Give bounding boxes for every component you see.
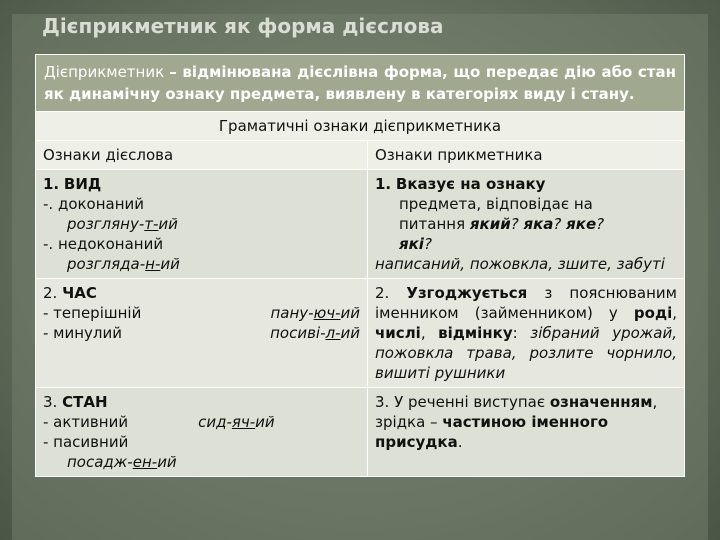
item-number: 1. — [43, 175, 60, 193]
definition-cell — [36, 55, 685, 112]
item-title: Узгоджується — [406, 284, 528, 302]
list-item: - активний сид-яч-ий — [43, 413, 275, 431]
item-title: Вказує на ознаку — [395, 175, 546, 193]
list-item: - теперішній пану-юч-ий — [43, 304, 360, 322]
example: зібраний урожай, пожовкла трава, розлите чорнило, вишиті рушники — [375, 324, 677, 382]
table-row — [36, 388, 685, 477]
item-number: 3. — [375, 393, 390, 411]
table-row — [36, 170, 685, 279]
item-number: 1. — [375, 175, 392, 193]
cell-agreement: 2. Узгоджується з пояснюваним іменником (займенником) у роді, числі, відмінку: зібраний урожай, пожовкла трава, розлите чорнило, вишиті рушники — [368, 279, 685, 388]
definition-row — [36, 55, 685, 112]
text: У реченні виступає — [394, 393, 546, 411]
col-header-verb: Ознаки дієслова — [36, 141, 368, 170]
item-title: СТАН — [62, 393, 108, 411]
cell-syntax-role: 3. У реченні виступає означенням, зрідка – частиною іменного присудка. — [368, 388, 685, 477]
example: розгляда-н-ий — [67, 255, 180, 273]
table-row — [36, 279, 685, 388]
slide-title: Дієприкметник як форма дієслова — [42, 14, 444, 38]
cell-voice — [36, 388, 368, 477]
example: розгляну-т-ий — [67, 215, 178, 233]
example: написаний, пожовкла, зшите, забуті — [375, 255, 665, 273]
grammar-table — [35, 54, 685, 477]
question-line-2: які? — [399, 235, 432, 253]
list-item: -. доконаний — [43, 195, 145, 213]
text: з пояснюваним іменником (займенником) у — [375, 284, 677, 322]
item-number: 3. — [43, 393, 58, 411]
cell-attribute — [368, 170, 685, 279]
definition-text: – відмінювана дієслівна форма, що передає дію або стан як динамічну ознаку предмета, виявлену в категоріях виду і стану. — [44, 63, 676, 103]
list-item: - пасивний — [43, 433, 129, 451]
cell-tense — [36, 279, 368, 388]
item-title: ЧАС — [62, 284, 97, 302]
list-item: - минулий посиві-л-ий — [43, 324, 360, 342]
question-line: питання який? яка? яке? — [399, 215, 605, 233]
col-header-adjective: Ознаки прикметника — [368, 141, 685, 170]
item-number: 2. — [375, 284, 390, 302]
cell-aspect — [36, 170, 368, 279]
table-heading: Граматичні ознаки дієприкметника — [36, 112, 685, 141]
item-number: 2. — [43, 284, 58, 302]
definition-term: Дієприкметник — [44, 63, 165, 81]
column-header-row — [36, 141, 685, 170]
list-item: -. недоконаний — [43, 235, 164, 253]
item-title: ВИД — [63, 175, 102, 193]
table-heading-row — [36, 112, 685, 141]
text: предмета, відповідає на — [399, 195, 593, 213]
example: посадж-ен-ий — [67, 453, 177, 471]
